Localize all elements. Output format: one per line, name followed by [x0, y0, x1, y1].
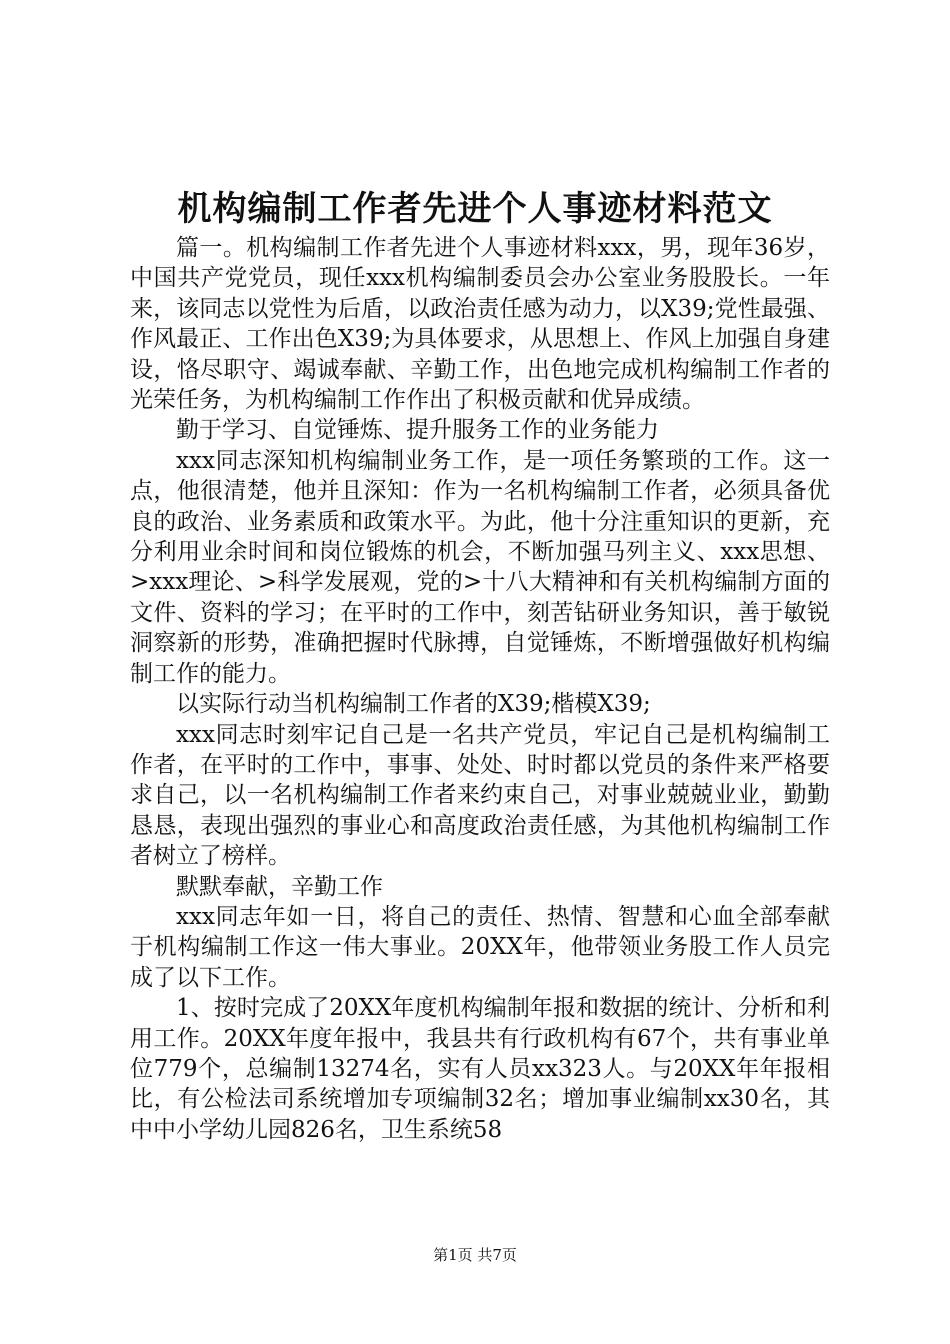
page-number-footer: 第1页 共7页: [433, 1246, 517, 1264]
document-title: 机构编制工作者先进个人事迹材料范文: [177, 189, 773, 229]
paragraph-model: xxx同志时刻牢记自己是一名共产党员，牢记自己是机构编制工作者，在平时的工作中，事事、处处、时时都以党员的条件来严格要求自己，以一名机构编制工作者来约束自己，对事业兢兢业业，勤勤恳恳，表现出强烈的事业心和高度政治责任感，为其他机构编制工作者树立了榜样。: [130, 721, 830, 870]
section-heading-model: 以实际行动当机构编制工作者的X39;楷模X39;: [176, 691, 651, 718]
section-heading-study: 勤于学习、自觉锤炼、提升服务工作的业务能力: [176, 417, 659, 444]
paragraph-study: xxx同志深知机构编制业务工作，是一项任务繁琐的工作。这一点，他很清楚，他并且深知：作为一名机构编制工作者，必须具备优良的政治、业务素质和政策水平。为此，他十分注重知识的更新，充分利用业余时间和岗位锻炼的机会，不断加强马列主义、xxx思想、>xxx理论、>科学发展观，党的>十八大精神和有关机构编制方面的文件、资料的学习；在平时的工作中，刻苦钻研业务知识，善于敏锐洞察新的形势，准确把握时代脉搏，自觉锤炼，不断增强做好机构编制工作的能力。: [130, 447, 830, 687]
document-body: [130, 233, 830, 1145]
paragraph-item-1: 1、按时完成了20XX年度机构编制年报和数据的统计、分析和利用工作。20XX年度年报中，我县共有行政机构有67个，共有事业单位779个，总编制13274名，实有人员xx323人。与20XX年年报相比，有公检法司系统增加专项编制32名；增加事业编制xx30名，其中中小学幼儿园826名，卫生系统58: [130, 995, 830, 1143]
paragraph-dedication: xxx同志年如一日，将自己的责任、热情、智慧和心血全部奉献于机构编制工作这一伟大事业。20XX年，他带领业务股工作人员完成了以下工作。: [130, 903, 830, 991]
section-heading-dedication: 默默奉献，辛勤工作: [176, 873, 383, 900]
paragraph-intro: 篇一。机构编制工作者先进个人事迹材料xxx，男，现年36岁，中国共产党党员，现任xxx机构编制委员会办公室业务股股长。一年来，该同志以党性为后盾，以政治责任感为动力，以X39;党性最强、作风最正、工作出色X39;为具体要求，从思想上、作风上加强自身建设，恪尽职守、竭诚奉献、辛勤工作，出色地完成机构编制工作者的光荣任务，为机构编制工作作出了积极贡献和优异成绩。: [130, 235, 830, 414]
